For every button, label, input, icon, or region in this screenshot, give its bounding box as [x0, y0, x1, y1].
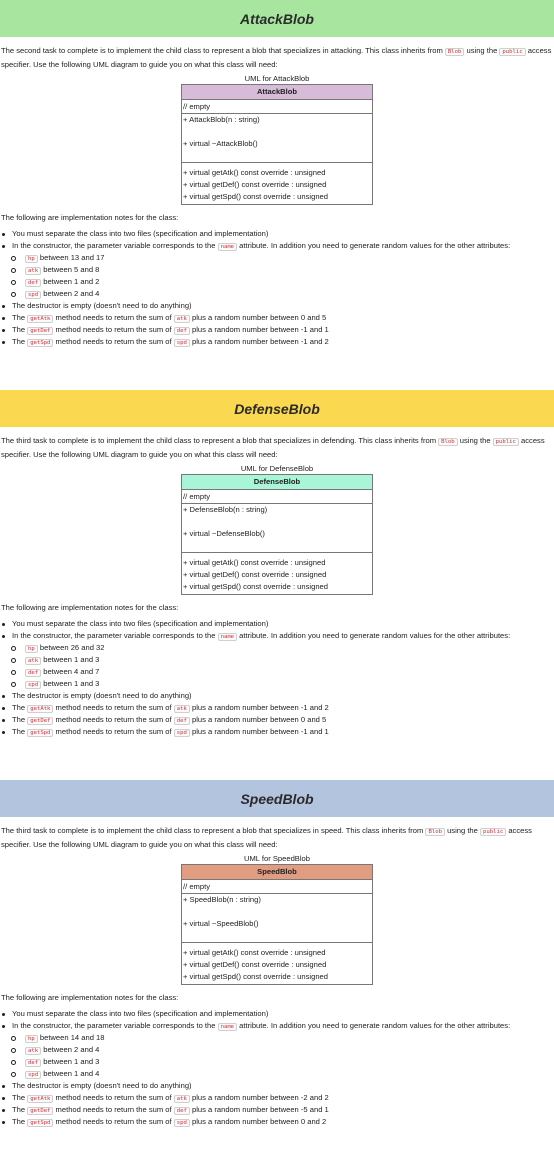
- uml-op-getatk: + virtual getAtk() const override : unsigned: [183, 558, 326, 567]
- note-constructor: In the constructor, the parameter variable corresponds to the name attribute. In addition you need to generate random values for the other attributes:: [0, 1020, 554, 1032]
- uml-constructors: [182, 114, 372, 163]
- range-def: def between 4 and 7: [0, 666, 554, 678]
- note-getatk: The getAtk method needs to return the sum of atk plus a random number between 0 and 5: [0, 312, 554, 324]
- blob-section: [0, 780, 554, 1128]
- uml-constructors: [182, 504, 372, 553]
- code-blob: Blob: [445, 48, 464, 56]
- section-intro: The third task to complete is to implement the child class to represent a blob that specializes in speed. This class inherits from Blob using the public access specifier. Use the following UML diagram to guide you on what this class will need:: [1, 826, 532, 849]
- section-title: DefenseBlob: [234, 400, 320, 417]
- code-blob: Blob: [438, 438, 457, 446]
- range-def: def between 1 and 2: [0, 276, 554, 288]
- note-constructor: In the constructor, the parameter variable corresponds to the name attribute. In addition you need to generate random values for the other attributes:: [0, 240, 554, 252]
- notes-list: [0, 618, 554, 738]
- note-getspd: The getSpd method needs to return the sum of spd plus a random number between -1 and 1: [0, 726, 554, 738]
- note-destructor: The destructor is empty (doesn't need to do anything): [0, 1080, 554, 1092]
- uml-caption: UML for DefenseBlob: [240, 464, 314, 473]
- section-banner: [0, 780, 554, 817]
- blob-section: [0, 0, 554, 348]
- uml-constructor: + SpeedBlob(n : string): [183, 895, 261, 904]
- uml-op-getdef: + virtual getDef() const override : unsigned: [183, 960, 327, 969]
- uml-attributes: // empty: [182, 490, 372, 504]
- section-title: SpeedBlob: [240, 790, 314, 807]
- range-hp: hp between 13 and 17: [0, 252, 554, 264]
- uml-caption: UML for AttackBlob: [244, 74, 310, 83]
- uml-diagram: [181, 84, 373, 205]
- range-atk: atk between 5 and 8: [0, 264, 554, 276]
- note-files: You must separate the class into two files (specification and implementation): [0, 228, 554, 240]
- range-atk: atk between 1 and 3: [0, 654, 554, 666]
- note-getatk: The getAtk method needs to return the sum of atk plus a random number between -2 and 2: [0, 1092, 554, 1104]
- uml-class-name: AttackBlob: [182, 85, 372, 100]
- notes-list: [0, 228, 554, 348]
- section-intro: The third task to complete is to implement the child class to represent a blob that specializes in defending. This class inherits from Blob using the public access specifier. Use the following UML diagram to guide you on what this class will need:: [1, 436, 545, 459]
- section-banner: [0, 0, 554, 37]
- uml-destructor: + virtual ~DefenseBlob(): [183, 529, 265, 538]
- uml-caption: UML for SpeedBlob: [244, 854, 310, 863]
- uml-constructors: [182, 894, 372, 943]
- notes-title: The following are implementation notes for the class:: [1, 993, 179, 1002]
- uml-operations: [182, 943, 372, 984]
- note-constructor: In the constructor, the parameter variable corresponds to the name attribute. In addition you need to generate random values for the other attributes:: [0, 630, 554, 642]
- note-getdef: The getDef method needs to return the sum of def plus a random number between -1 and 1: [0, 324, 554, 336]
- uml-op-getspd: + virtual getSpd() const override : unsigned: [183, 582, 328, 591]
- uml-constructor: + AttackBlob(n : string): [183, 115, 260, 124]
- uml-operations: [182, 553, 372, 594]
- code-name: name: [218, 633, 237, 641]
- uml-attributes: // empty: [182, 100, 372, 114]
- note-destructor: The destructor is empty (doesn't need to do anything): [0, 300, 554, 312]
- range-spd: spd between 2 and 4: [0, 288, 554, 300]
- range-def: def between 1 and 3: [0, 1056, 554, 1068]
- uml-op-getdef: + virtual getDef() const override : unsigned: [183, 570, 327, 579]
- uml-op-getdef: + virtual getDef() const override : unsigned: [183, 180, 327, 189]
- notes-list: [0, 1008, 554, 1128]
- range-atk: atk between 2 and 4: [0, 1044, 554, 1056]
- code-public: public: [493, 438, 519, 446]
- uml-destructor: + virtual ~AttackBlob(): [183, 139, 258, 148]
- uml-op-getatk: + virtual getAtk() const override : unsigned: [183, 168, 326, 177]
- notes-title: The following are implementation notes for the class:: [1, 603, 179, 612]
- note-getspd: The getSpd method needs to return the sum of spd plus a random number between 0 and 2: [0, 1116, 554, 1128]
- code-public: public: [480, 828, 506, 836]
- note-getdef: The getDef method needs to return the sum of def plus a random number between 0 and 5: [0, 714, 554, 726]
- range-spd: spd between 1 and 3: [0, 678, 554, 690]
- code-public: public: [499, 48, 525, 56]
- section-intro: The second task to complete is to implement the child class to represent a blob that specializes in attacking. This class inherits from Blob using the public access specifier. Use the following UML diagram to guide you on what this class will need:: [1, 46, 552, 69]
- range-hp: hp between 14 and 18: [0, 1032, 554, 1044]
- uml-diagram: [181, 474, 373, 595]
- note-getatk: The getAtk method needs to return the sum of atk plus a random number between -1 and 2: [0, 702, 554, 714]
- note-files: You must separate the class into two files (specification and implementation): [0, 618, 554, 630]
- code-name: name: [218, 1023, 237, 1031]
- note-getspd: The getSpd method needs to return the sum of spd plus a random number between -1 and 2: [0, 336, 554, 348]
- uml-operations: [182, 163, 372, 204]
- uml-op-getspd: + virtual getSpd() const override : unsigned: [183, 972, 328, 981]
- uml-destructor: + virtual ~SpeedBlob(): [183, 919, 259, 928]
- uml-attributes: // empty: [182, 880, 372, 894]
- uml-op-getatk: + virtual getAtk() const override : unsigned: [183, 948, 326, 957]
- range-spd: spd between 1 and 4: [0, 1068, 554, 1080]
- notes-title: The following are implementation notes for the class:: [1, 213, 179, 222]
- uml-class-name: SpeedBlob: [182, 865, 372, 880]
- blob-section: [0, 390, 554, 738]
- note-getdef: The getDef method needs to return the sum of def plus a random number between -5 and 1: [0, 1104, 554, 1116]
- uml-constructor: + DefenseBlob(n : string): [183, 505, 268, 514]
- uml-diagram: [181, 864, 373, 985]
- uml-class-name: DefenseBlob: [182, 475, 372, 490]
- note-files: You must separate the class into two files (specification and implementation): [0, 1008, 554, 1020]
- range-hp: hp between 26 and 32: [0, 642, 554, 654]
- section-title: AttackBlob: [240, 10, 314, 27]
- code-name: name: [218, 243, 237, 251]
- code-blob: Blob: [425, 828, 444, 836]
- note-destructor: The destructor is empty (doesn't need to do anything): [0, 690, 554, 702]
- section-banner: [0, 390, 554, 427]
- uml-op-getspd: + virtual getSpd() const override : unsigned: [183, 192, 328, 201]
